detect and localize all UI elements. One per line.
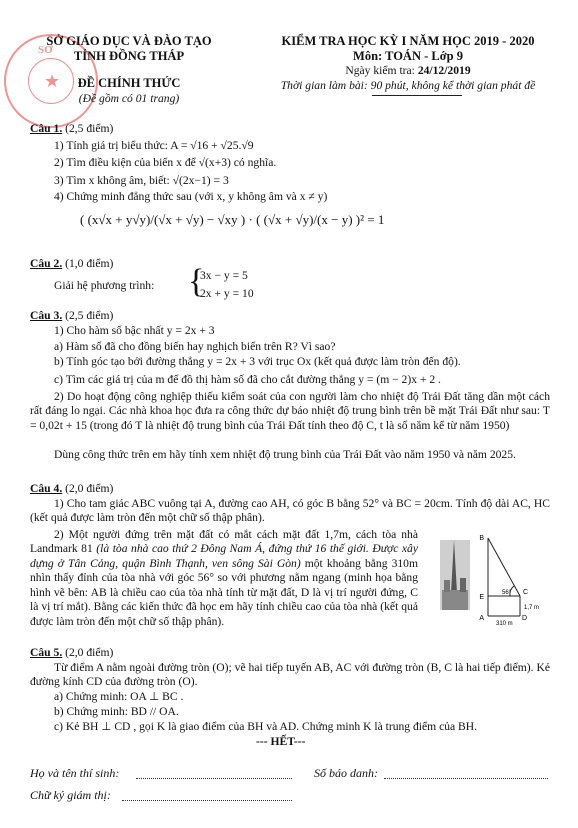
fig-label-b: B: [479, 535, 484, 542]
q4-para-2: [30, 528, 418, 629]
q4-para-2b: một khoảng bằng 310m nhìn thấy đỉnh của tòa nhà với góc 56° so với phương nằm ngang (minh họa bằng hình vẽ bên: AB là chiều cao của tòa nhà tính từ mặt đất, D là vị trí người đứng, C là vị trí mắt). Bằng các kiến thức đã học em hãy tính chiều cao của tòa nhà (kết quả được làm tròn đến một chữ số thập phân).: [30, 556, 418, 628]
q2-title: Câu 2.: [30, 257, 63, 270]
q4-para-1: 1) Cho tam giác ABC vuông tại A, đường cao AH, có góc B bằng 52° và BC = 20cm. Tính độ dài AC, HC (kết quả được làm tròn đến một chữ số thập phân).: [30, 497, 550, 525]
star-icon: ★: [44, 71, 61, 91]
stamp-text: SỞ: [38, 44, 53, 56]
fig-label-d: D: [522, 615, 528, 622]
proctor-signature-label: Chữ ký giám thị:: [30, 788, 111, 802]
proctor-signature-field[interactable]: [122, 800, 292, 801]
q3-line-1: 1) Cho hàm số bậc nhất y = 2x + 3: [54, 324, 215, 337]
fig-height: 1,7 m: [524, 605, 540, 611]
q5-part-a: a) Chứng minh: OA ⊥ BC .: [54, 690, 184, 703]
exam-date: 24/12/2019: [417, 64, 471, 77]
q1-heading: [30, 122, 113, 136]
q2-eq1: 3x − y = 5: [200, 269, 248, 282]
exam-title: KIỂM TRA HỌC KỲ I NĂM HỌC 2019 - 2020: [281, 34, 535, 48]
fig-label-a: A: [479, 615, 484, 622]
q1-title: Câu 1.: [30, 122, 63, 135]
q3-points: (2,5 điểm): [62, 309, 114, 322]
q3-para-2: Dùng công thức trên em hãy tính xem nhiệt độ trung bình của Trái Đất vào năm 1950 và năm 2025.: [54, 448, 516, 461]
system-brace: {: [188, 263, 205, 300]
triangle-diagram: [488, 538, 520, 616]
q5-heading: [30, 646, 113, 660]
q5-part-c: c) Kẻ BH ⊥ CD , gọi K là giao điểm của BH và AD. Chứng minh K là trung điểm của BH.: [54, 720, 478, 733]
province-name: TỈNH ĐỒNG THÁP: [73, 49, 185, 63]
q2-eq2: 2x + y = 10: [200, 287, 254, 300]
q3-line-4: c) Tìm các giá trị của m để đồ thị hàm số đã cho cắt đường thẳng y = (m − 2)x + 2 .: [54, 373, 441, 386]
q5-part-b: b) Chứng minh: BD // OA.: [54, 705, 179, 718]
building-photo: [440, 540, 470, 610]
q2-text: Giải hệ phương trình:: [54, 279, 155, 292]
exam-date-line: [250, 64, 566, 78]
q1-formula: ( (x√x + y√y)/(√x + √y) − √xy ) · ( (√x + √y)/(x − y) )² = 1: [80, 212, 385, 227]
q3-title: Câu 3.: [30, 309, 63, 322]
q5-points: (2,0 điểm): [62, 646, 114, 659]
q4-para-2a: 2) Một người đứng trên mặt đất có mắt cách mặt đất 1,7m, cách tòa nhà Landmark 81: [30, 528, 418, 556]
exam-duration: Thời gian làm bài: 90 phút, không kể thời gian phát đề: [280, 79, 536, 92]
candidate-name-label: Họ và tên thí sinh:: [30, 766, 120, 780]
fig-distance: 310 m: [496, 621, 513, 626]
q2-points: (1,0 điểm): [62, 257, 114, 270]
page-count-note: (Đề gồm có 01 trang): [78, 92, 180, 105]
q3-line-3: b) Tính góc tạo bởi đường thẳng y = 2x + 3 với trục Ox (kết quả được làm tròn đến độ).: [54, 355, 461, 368]
q3-line-2: a) Hàm số đã cho đồng biến hay nghịch biến trên R? Vì sao?: [54, 340, 336, 353]
q1-item-4: 4) Chứng minh đẳng thức sau (với x, y không âm và x ≠ y): [54, 190, 328, 203]
q1-item-2: 2) Tìm điều kiện của biến x để √(x+3) có nghĩa.: [54, 156, 277, 169]
q1-item-1: 1) Tính giá trị biểu thức: A = √16 + √25.√9: [54, 139, 254, 152]
q4-title: Câu 4.: [30, 482, 63, 495]
q2-heading: [30, 257, 113, 271]
fig-label-c: C: [523, 589, 529, 596]
end-marker: --- HẾT---: [256, 735, 306, 748]
q4-para-2-italic: (là tòa nhà cao thứ 2 Đông Nam Á, đứng thứ 16 thế giới. Được xây dựng ở Tân Cảng, quận Bình Thạnh, ven sông Sài Gòn): [30, 542, 418, 570]
q4-heading: [30, 482, 113, 496]
subject-line: Môn: TOÁN - Lớp 9: [353, 49, 463, 63]
fig-angle: 56°: [502, 590, 512, 596]
q3-para-1: 2) Do hoạt động công nghiệp thiếu kiểm soát của con người làm cho nhiệt độ Trái Đất tăng dần một cách rất đáng lo ngại. Các nhà khoa học đưa ra công thức dự báo nhiệt độ trung bình trên bề mặt Trái Đất như sau: T = 0,02t + 15 (trong đó T là nhiệt độ trung bình của Trái Đất tính theo độ C, t là số năm kể từ năm 1950): [30, 390, 550, 432]
q4-points: (2,0 điểm): [62, 482, 114, 495]
candidate-number-label: Số báo danh:: [314, 766, 378, 780]
header-divider: [372, 95, 462, 96]
q5-title: Câu 5.: [30, 646, 63, 659]
building-figure: [440, 530, 566, 626]
q3-heading: [30, 309, 113, 323]
candidate-number-field[interactable]: [384, 778, 548, 779]
q5-para-1: Từ điểm A nằm ngoài đường tròn (O); vẽ hai tiếp tuyến AB, AC với đường tròn (B, C là hai tiếp điểm). Kẻ đường kính CD của đường tròn (O).: [30, 661, 550, 689]
fig-label-e: E: [479, 594, 484, 601]
department-name: SỞ GIÁO DỤC VÀ ĐÀO TẠO: [46, 34, 212, 48]
q1-points: (2,5 điểm): [62, 122, 114, 135]
official-label: ĐỀ CHÍNH THỨC: [77, 76, 181, 90]
candidate-name-field[interactable]: [136, 778, 292, 779]
q1-item-3: 3) Tìm x không âm, biết: √(2x−1) = 3: [54, 174, 229, 187]
exam-date-label: Ngày kiểm tra:: [345, 64, 418, 77]
